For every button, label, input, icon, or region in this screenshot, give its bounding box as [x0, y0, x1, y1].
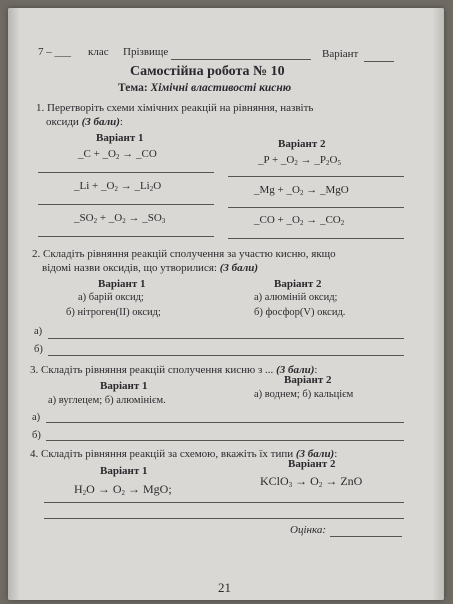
t3-answer-a-label: а) — [32, 412, 41, 423]
t4-v1-scheme: $H_2O \to O_2$ → MgO; — [74, 482, 172, 497]
task-2-number: 2. — [32, 248, 41, 260]
task-2-line-1 — [32, 248, 336, 260]
task-3-points: (3 бали) — [276, 364, 315, 376]
task-1-variant-1: Варіант 1 — [96, 132, 144, 144]
task-3-variant-2: Варіант 2 — [284, 374, 332, 386]
t4-v2-scheme: KClO$_3$ → $O_2$ → ZnO — [260, 474, 363, 489]
task-2-text-2: відомі назви оксидів, що утворилися: — [42, 262, 217, 274]
grade-field: 7 – ___ — [38, 46, 71, 58]
task-2-variant-1: Варіант 1 — [98, 278, 146, 290]
page-left-shadow — [8, 8, 20, 600]
worksheet-title: Самостійна робота № 10 — [130, 64, 285, 79]
task-4-variant-1: Варіант 1 — [100, 465, 148, 477]
class-label: клас — [88, 46, 109, 58]
t1-v2-eq-3: _CO + $\_O_2$ → $\_CO_2$ — [254, 214, 345, 227]
task-2-text: Складіть рівняння реакцій сполучення за участю кисню, якщо — [43, 248, 336, 260]
task-3-line-1 — [30, 364, 317, 376]
t3-v1: а) вуглецем; б) алюмінієм. — [48, 395, 166, 406]
worksheet-page — [8, 8, 444, 600]
t1-v2-eq-2: _Mg + $\_O_2$ → _MgO — [254, 184, 349, 197]
score-line — [330, 536, 402, 537]
t1-v2-answer-line-3 — [228, 238, 404, 239]
task-1-points: (3 бали) — [81, 116, 120, 128]
t1-v2-answer-line-2 — [228, 207, 404, 208]
task-1-text: Перетворіть схеми хімічних реакцій на рівняння, назвіть — [47, 102, 314, 114]
topic-line — [118, 82, 291, 94]
t4-answer-line-1 — [44, 502, 404, 503]
task-1-line-1 — [36, 102, 313, 114]
t1-v1-answer-line-1 — [38, 172, 214, 173]
t1-v1-answer-line-3 — [38, 236, 214, 237]
task-3-variant-1: Варіант 1 — [100, 380, 148, 392]
task-1-variant-2: Варіант 2 — [278, 138, 326, 150]
t2-v2-a: а) алюміній оксид; — [254, 292, 338, 303]
page-right-shadow — [432, 8, 444, 600]
t3-v2: а) воднем; б) кальцієм — [254, 389, 354, 400]
task-4-variant-2: Варіант 2 — [288, 458, 336, 470]
t2-answer-a-line — [48, 338, 404, 339]
topic-text: Хімічні властивості кисню — [150, 82, 292, 94]
topic-label: Тема: — [118, 82, 148, 94]
t3-answer-b-label: б) — [32, 430, 41, 441]
t3-answer-b-line — [46, 440, 404, 441]
t2-answer-b-label: б) — [34, 344, 43, 355]
task-2-variant-2: Варіант 2 — [274, 278, 322, 290]
task-2-line-2 — [42, 262, 258, 274]
task-4-text: Складіть рівняння реакцій за схемою, вкажіть їх типи — [41, 448, 294, 460]
task-3-number: 3. — [30, 364, 39, 376]
t1-v1-eq-3: $\_SO_2$ + $\_O_2$ → $\_SO_3$ — [74, 212, 166, 225]
task-4-points: (3 бали) — [295, 448, 335, 460]
task-3-colon: : — [314, 364, 318, 376]
t4-answer-line-2 — [44, 518, 404, 519]
t1-v1-eq-1: _C + $\_O_2$ → _CO — [78, 148, 157, 161]
t2-v1-b: б) нітроген(ІІ) оксид; — [66, 307, 161, 318]
variant-line — [364, 61, 394, 62]
surname-line — [171, 59, 311, 60]
page-number: 21 — [218, 580, 231, 595]
task-1-line-2 — [46, 116, 123, 128]
t2-answer-a-label: а) — [34, 326, 43, 337]
t2-v1-a: а) барій оксид; — [78, 292, 144, 303]
task-1-colon: : — [119, 116, 123, 128]
t1-v1-answer-line-2 — [38, 204, 214, 205]
surname-label: Прізвище — [123, 46, 169, 58]
score-label: Оцінка: — [290, 524, 326, 536]
task-4-number: 4. — [30, 448, 39, 460]
t2-answer-b-line — [48, 355, 404, 356]
t1-v1-eq-2: _Li + $\_O_2$ → $\_Li_2O$ — [74, 180, 162, 193]
task-1-number: 1. — [36, 102, 45, 114]
variant-label: Варіант — [322, 48, 359, 60]
t1-v2-eq-1: _P + $\_O_2$ → $\_P_2O_5$ — [258, 154, 341, 167]
task-3-text: Складіть рівняння реакцій сполучення кисню з ... — [41, 364, 274, 376]
t2-v2-b: б) фосфор(V) оксид. — [254, 307, 346, 318]
t1-v2-answer-line-1 — [228, 176, 404, 177]
task-2-points: (3 бали) — [219, 262, 259, 274]
t3-answer-a-line — [46, 422, 404, 423]
task-1-text-2: оксиди — [46, 116, 79, 128]
task-4-colon: : — [334, 448, 338, 460]
